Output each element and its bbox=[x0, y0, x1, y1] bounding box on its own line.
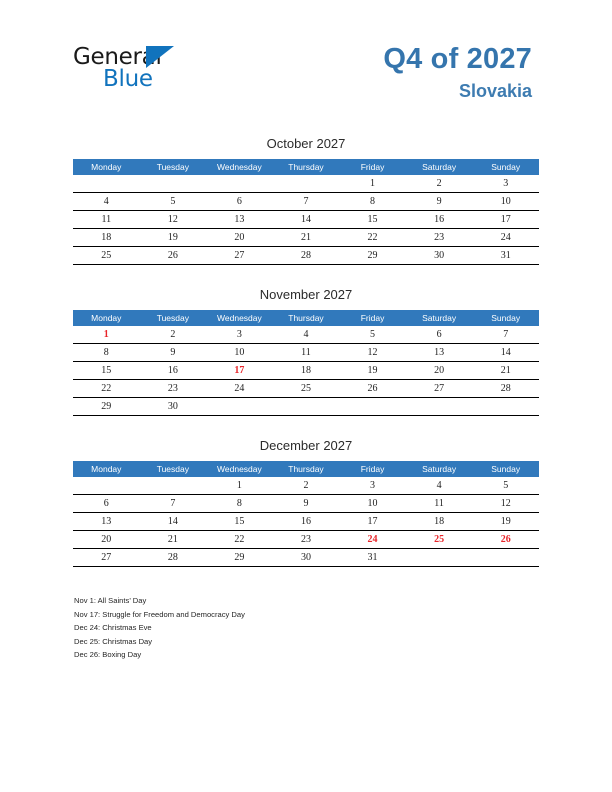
day-cell[interactable]: 27 bbox=[73, 549, 140, 567]
day-cell[interactable]: 5 bbox=[503, 480, 509, 491]
holiday-legend-item: Nov 17: Struggle for Freedom and Democracy Day bbox=[74, 609, 245, 619]
day-cell[interactable]: 10 bbox=[472, 193, 539, 211]
day-cell[interactable]: 6 bbox=[436, 329, 442, 340]
day-cell[interactable]: 13 bbox=[206, 211, 273, 229]
weekday-header-sunday: Sunday bbox=[472, 310, 539, 326]
day-cell[interactable]: 28 bbox=[472, 380, 539, 398]
calendar-week-row bbox=[73, 229, 539, 247]
day-cell[interactable]: 7 bbox=[503, 329, 509, 340]
calendar-week-row bbox=[73, 531, 539, 549]
day-cell[interactable]: 30 bbox=[406, 247, 473, 265]
day-cell[interactable]: 17 bbox=[339, 513, 406, 531]
calendar-body bbox=[73, 326, 539, 416]
calendar-week-row bbox=[73, 247, 539, 265]
day-cell[interactable]: 27 bbox=[406, 380, 473, 398]
day-cell[interactable]: 5 bbox=[370, 329, 376, 340]
holiday-legend bbox=[74, 594, 494, 662]
day-cell[interactable]: 16 bbox=[140, 362, 207, 380]
weekday-header-thursday: Thursday bbox=[273, 461, 340, 477]
day-cell[interactable]: 3 bbox=[370, 480, 376, 491]
logo-text-blue: Blue bbox=[103, 66, 153, 92]
calendar-week-row bbox=[73, 193, 539, 211]
logo-text-general: General bbox=[73, 44, 162, 70]
day-cell-holiday[interactable]: 26 bbox=[472, 531, 539, 549]
day-cell[interactable]: 9 bbox=[406, 193, 473, 211]
day-cell[interactable]: 2 bbox=[436, 178, 442, 189]
day-cell[interactable]: 24 bbox=[472, 229, 539, 247]
day-cell[interactable]: 19 bbox=[339, 362, 406, 380]
day-cell-empty bbox=[140, 175, 207, 193]
calendar-week-row bbox=[73, 380, 539, 398]
weekday-header-wednesday: Wednesday bbox=[206, 461, 273, 477]
day-cell[interactable]: 21 bbox=[140, 531, 207, 549]
day-cell[interactable]: 6 bbox=[73, 495, 140, 513]
day-cell[interactable]: 19 bbox=[140, 229, 207, 247]
calendar-week-row bbox=[73, 175, 539, 193]
weekday-header-tuesday: Tuesday bbox=[140, 310, 207, 326]
day-cell[interactable]: 20 bbox=[73, 531, 140, 549]
day-cell[interactable]: 21 bbox=[472, 362, 539, 380]
calendar-week-row bbox=[73, 362, 539, 380]
day-cell[interactable]: 18 bbox=[73, 229, 140, 247]
day-cell[interactable]: 31 bbox=[339, 549, 406, 567]
day-cell-holiday[interactable]: 25 bbox=[406, 531, 473, 549]
day-cell[interactable]: 15 bbox=[206, 513, 273, 531]
day-cell[interactable]: 19 bbox=[472, 513, 539, 531]
day-cell[interactable]: 21 bbox=[273, 229, 340, 247]
weekday-header-monday: Monday bbox=[73, 159, 140, 175]
day-cell[interactable]: 11 bbox=[273, 344, 340, 362]
month-title: November 2027 bbox=[259, 287, 353, 302]
holiday-legend-item: Dec 24: Christmas Eve bbox=[74, 623, 152, 633]
day-cell-empty bbox=[140, 477, 207, 495]
calendar-week-row bbox=[73, 211, 539, 229]
weekday-header-thursday: Thursday bbox=[273, 310, 340, 326]
weekday-header-saturday: Saturday bbox=[406, 310, 473, 326]
weekday-header-wednesday: Wednesday bbox=[206, 159, 273, 175]
month-block-december bbox=[73, 438, 539, 567]
calendar-table-october bbox=[73, 159, 539, 265]
day-cell[interactable]: 4 bbox=[73, 193, 140, 211]
day-cell[interactable]: 2 bbox=[303, 480, 309, 491]
day-cell-empty bbox=[472, 549, 539, 567]
day-cell[interactable]: 26 bbox=[339, 380, 406, 398]
day-cell-empty bbox=[73, 175, 140, 193]
day-cell[interactable]: 30 bbox=[273, 549, 340, 567]
day-cell[interactable]: 12 bbox=[472, 495, 539, 513]
weekday-header-sunday: Sunday bbox=[472, 159, 539, 175]
day-cell[interactable]: 16 bbox=[273, 513, 340, 531]
calendar-week-row bbox=[73, 477, 539, 495]
month-block-october bbox=[73, 136, 539, 265]
day-cell-empty bbox=[406, 398, 473, 416]
page-title: Q4 of 2027 bbox=[383, 43, 532, 75]
weekday-header-friday: Friday bbox=[339, 461, 406, 477]
day-cell[interactable]: 16 bbox=[406, 211, 473, 229]
day-cell[interactable]: 14 bbox=[273, 211, 340, 229]
day-cell[interactable]: 18 bbox=[273, 362, 340, 380]
day-cell[interactable]: 17 bbox=[472, 211, 539, 229]
day-cell-empty bbox=[339, 398, 406, 416]
day-cell[interactable]: 4 bbox=[436, 480, 442, 491]
weekday-header-row bbox=[73, 159, 539, 175]
weekday-header-friday: Friday bbox=[339, 159, 406, 175]
calendar-table-november bbox=[73, 310, 539, 416]
weekday-header-wednesday: Wednesday bbox=[206, 310, 273, 326]
calendar-week-row bbox=[73, 495, 539, 513]
holiday-legend-item: Dec 26: Boxing Day bbox=[74, 650, 142, 660]
weekday-header-saturday: Saturday bbox=[406, 159, 473, 175]
day-cell[interactable]: 29 bbox=[206, 549, 273, 567]
day-cell[interactable]: 9 bbox=[140, 344, 207, 362]
day-cell-empty bbox=[206, 398, 273, 416]
day-cell[interactable]: 22 bbox=[73, 380, 140, 398]
day-cell[interactable]: 27 bbox=[206, 247, 273, 265]
brand-logo[interactable] bbox=[73, 44, 273, 96]
weekday-header-monday: Monday bbox=[73, 310, 140, 326]
day-cell[interactable]: 6 bbox=[206, 193, 273, 211]
weekday-header-saturday: Saturday bbox=[406, 461, 473, 477]
weekday-header-sunday: Sunday bbox=[472, 461, 539, 477]
page-subtitle-country: Slovakia bbox=[458, 81, 532, 101]
day-cell-empty bbox=[206, 175, 273, 193]
day-cell[interactable]: 4 bbox=[303, 329, 309, 340]
day-cell[interactable]: 14 bbox=[140, 513, 207, 531]
day-cell[interactable]: 22 bbox=[339, 229, 406, 247]
day-cell[interactable]: 8 bbox=[206, 495, 273, 513]
month-title: December 2027 bbox=[259, 438, 353, 453]
day-cell[interactable]: 8 bbox=[339, 193, 406, 211]
weekday-header-tuesday: Tuesday bbox=[140, 461, 207, 477]
day-cell[interactable]: 13 bbox=[406, 344, 473, 362]
calendar-week-row bbox=[73, 549, 539, 567]
day-cell[interactable]: 14 bbox=[472, 344, 539, 362]
day-cell-empty bbox=[472, 398, 539, 416]
day-cell[interactable]: 24 bbox=[206, 380, 273, 398]
weekday-header-row bbox=[73, 310, 539, 326]
month-block-november bbox=[73, 287, 539, 416]
day-cell[interactable]: 25 bbox=[73, 247, 140, 265]
day-cell[interactable]: 23 bbox=[140, 380, 207, 398]
day-cell[interactable]: 12 bbox=[339, 344, 406, 362]
page-header bbox=[0, 0, 612, 125]
day-cell[interactable]: 1 bbox=[370, 178, 376, 189]
day-cell[interactable]: 7 bbox=[140, 495, 207, 513]
day-cell[interactable]: 8 bbox=[73, 344, 140, 362]
day-cell[interactable]: 2 bbox=[170, 329, 176, 340]
day-cell-holiday[interactable]: 17 bbox=[206, 362, 273, 380]
day-cell[interactable]: 7 bbox=[273, 193, 340, 211]
calendar-week-row bbox=[73, 398, 539, 416]
calendar-body bbox=[73, 477, 539, 567]
day-cell[interactable]: 26 bbox=[140, 247, 207, 265]
day-cell-empty bbox=[273, 175, 340, 193]
day-cell[interactable]: 29 bbox=[73, 398, 140, 416]
day-cell-empty bbox=[273, 398, 340, 416]
triangle-icon bbox=[146, 46, 174, 68]
calendar-week-row bbox=[73, 326, 539, 344]
day-cell[interactable]: 9 bbox=[273, 495, 340, 513]
weekday-header-friday: Friday bbox=[339, 310, 406, 326]
day-cell-holiday[interactable]: 24 bbox=[339, 531, 406, 549]
day-cell[interactable]: 10 bbox=[206, 344, 273, 362]
day-cell[interactable]: 12 bbox=[140, 211, 207, 229]
day-cell[interactable]: 3 bbox=[236, 329, 242, 340]
day-cell-holiday[interactable]: 1 bbox=[103, 329, 109, 340]
day-cell[interactable]: 23 bbox=[406, 229, 473, 247]
day-cell[interactable]: 20 bbox=[406, 362, 473, 380]
month-title: October 2027 bbox=[266, 136, 346, 151]
day-cell[interactable]: 1 bbox=[236, 480, 242, 491]
day-cell-empty bbox=[406, 549, 473, 567]
day-cell[interactable]: 15 bbox=[73, 362, 140, 380]
calendar-body bbox=[73, 175, 539, 265]
day-cell[interactable]: 3 bbox=[503, 178, 509, 189]
day-cell[interactable]: 10 bbox=[339, 495, 406, 513]
day-cell[interactable]: 30 bbox=[140, 398, 207, 416]
weekday-header-monday: Monday bbox=[73, 461, 140, 477]
day-cell[interactable]: 23 bbox=[273, 531, 340, 549]
day-cell[interactable]: 11 bbox=[73, 211, 140, 229]
day-cell[interactable]: 28 bbox=[273, 247, 340, 265]
day-cell-empty bbox=[73, 477, 140, 495]
holiday-legend-item: Nov 1: All Saints’ Day bbox=[74, 596, 147, 605]
day-cell[interactable]: 5 bbox=[140, 193, 207, 211]
day-cell[interactable]: 31 bbox=[472, 247, 539, 265]
title-block bbox=[383, 42, 532, 102]
day-cell[interactable]: 11 bbox=[406, 495, 473, 513]
weekday-header-thursday: Thursday bbox=[273, 159, 340, 175]
calendar-week-row bbox=[73, 513, 539, 531]
day-cell[interactable]: 25 bbox=[273, 380, 340, 398]
holiday-legend-item: Dec 25: Christmas Day bbox=[74, 636, 153, 646]
weekday-header-row bbox=[73, 461, 539, 477]
day-cell[interactable]: 22 bbox=[206, 531, 273, 549]
day-cell[interactable]: 15 bbox=[339, 211, 406, 229]
day-cell[interactable]: 18 bbox=[406, 513, 473, 531]
calendar-week-row bbox=[73, 344, 539, 362]
weekday-header-tuesday: Tuesday bbox=[140, 159, 207, 175]
calendar-table-december bbox=[73, 461, 539, 567]
day-cell[interactable]: 20 bbox=[206, 229, 273, 247]
day-cell[interactable]: 29 bbox=[339, 247, 406, 265]
day-cell[interactable]: 13 bbox=[73, 513, 140, 531]
day-cell[interactable]: 28 bbox=[140, 549, 207, 567]
